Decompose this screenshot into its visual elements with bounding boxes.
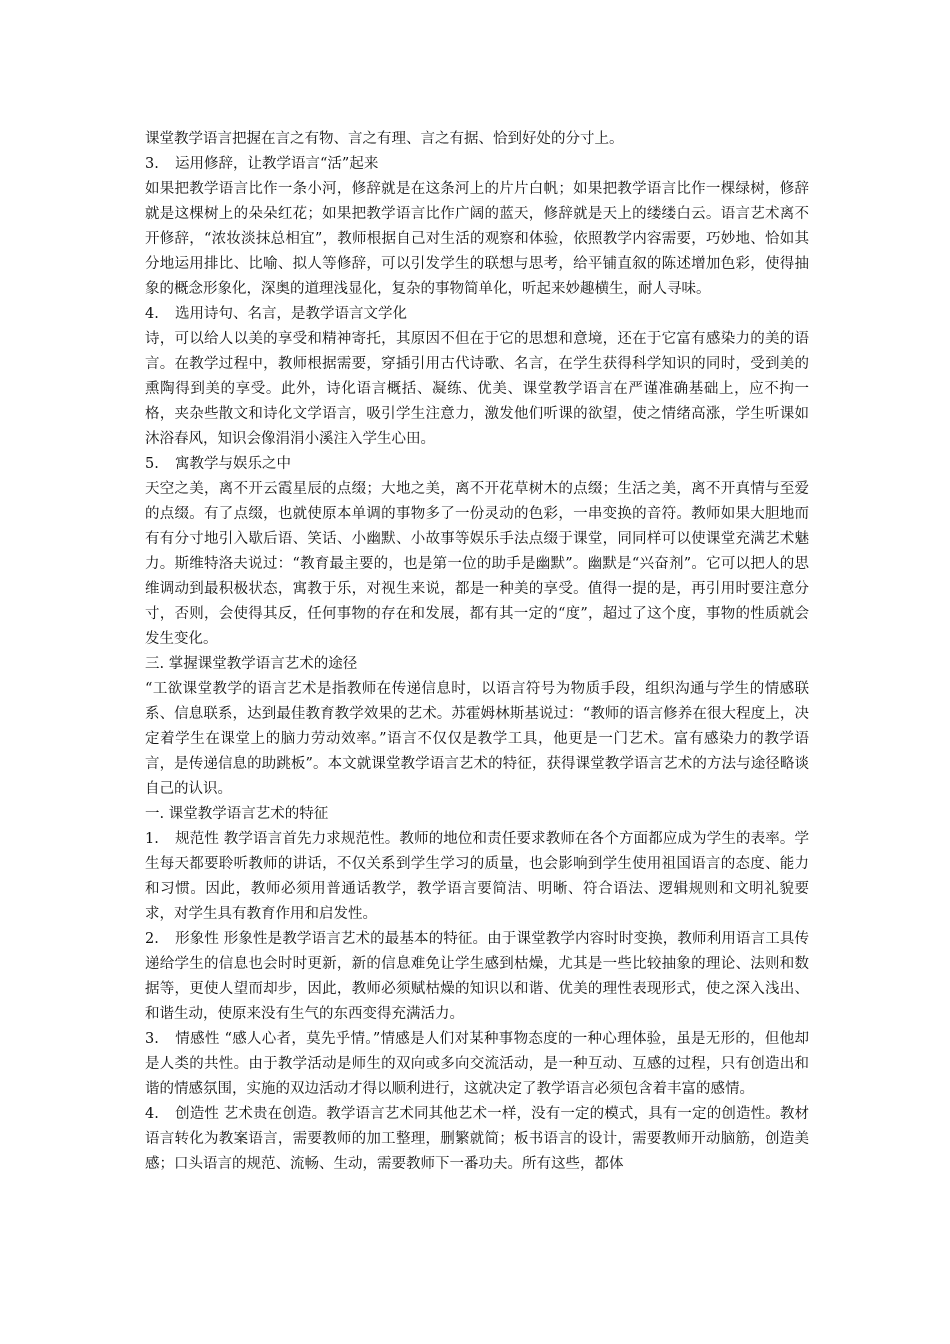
paragraph-number: 1. [145, 831, 159, 847]
body-paragraph: 课堂教学语言把握在言之有物、言之有理、言之有据、恰到好处的分寸上。 [145, 131, 624, 147]
numbered-paragraph [145, 827, 809, 927]
heading-text: 运用修辞，让教学语言“活”起来 [175, 156, 379, 172]
section-heading [145, 652, 809, 677]
heading-number: 4. [145, 306, 159, 322]
numbered-paragraph [145, 927, 809, 1027]
heading-number: 3. [145, 156, 159, 172]
paragraph-text: 创造性 艺术贵在创造。教学语言艺术同其他艺术一样，没有一定的模式，具有一定的创造性。教材语言转化为教案语言，需要教师的加工整理，删繁就简；板书语言的设计，需要教师开动脑筋，创造美感；口头语言的规范、流畅、生动，需要教师下一番功夫。所有这些，都体 [145, 1106, 809, 1172]
paragraph-number: 4. [145, 1106, 159, 1122]
heading-text: 寓教学与娱乐之中 [175, 456, 291, 472]
paragraph-text: 规范性 教学语言首先力求规范性。教师的地位和责任要求教师在各个方面都应成为学生的表率。学生每天都要聆听教师的讲话，不仅关系到学生学习的质量，也会影响到学生使用祖国语言的态度、能力和习惯。因此，教师必须用普通话教学，教学语言要简洁、明晰、符合语法、逻辑规则和文明礼貌要求，对学生具有教育作用和启发性。 [145, 831, 809, 922]
section-heading [145, 802, 809, 827]
heading-text: 选用诗句、名言，是教学语言文学化 [175, 306, 407, 322]
body-paragraph: 诗，可以给人以美的享受和精神寄托，其原因不但在于它的思想和意境，还在于它富有感染力的美的语言。在教学过程中，教师根据需要，穿插引用古代诗歌、名言，在学生获得科学知识的同时，受到美的熏陶得到美的享受。此外，诗化语言概括、凝练、优美、课堂教学语言在严谨准确基础上，应不拘一格，夹杂些散文和诗化文学语言，吸引学生注意力，激发他们听课的欲望，使之情绪高涨，学生听课如沐浴春风，知识会像涓涓小溪注入学生心田。 [145, 331, 809, 447]
document-body [145, 127, 809, 1177]
heading-text: 三. 掌握课堂教学语言艺术的途径 [145, 656, 358, 672]
section-heading [145, 152, 809, 177]
body-paragraph: 天空之美，离不开云霞星辰的点缀；大地之美，离不开花草树木的点缀；生活之美，离不开真情与至爱的点缀。有了点缀，也就使原本单调的事物多了一份灵动的色彩，一串变换的音符。教师如果大胆地而有有分寸地引入歇后语、笑话、小幽默、小故事等娱乐手法点缀于课堂，同同样可以使课堂充满艺术魅力。斯维特洛夫说过：“教育最主要的，也是第一位的助手是幽默”。幽默是“兴奋剂”。它可以把人的思维调动到最积极状态，寓教于乐，对视生来说，都是一种美的享受。值得一提的是，再引用时要注意分寸，否则，会使得其反，任何事物的存在和发展，都有其一定的“度”，超过了这个度，事物的性质就会发生变化。 [145, 481, 809, 647]
paragraph-text: 情感性 “感人心者，莫先乎情。”情感是人们对某种事物态度的一种心理体验，虽是无形的，但他却是人类的共性。由于教学活动是师生的双向或多向交流活动，是一种互动、互感的过程，只有创造出和谐的情感氛围，实施的双边活动才得以顺利进行，这就决定了教学语言必须包含着丰富的感情。 [145, 1031, 809, 1097]
numbered-paragraph [145, 1027, 809, 1102]
heading-text: 一. 课堂教学语言艺术的特征 [145, 806, 329, 822]
body-paragraph: “工欲课堂教学的语言艺术是指教师在传递信息时，以语言符号为物质手段，组织沟通与学生的情感联系、信息联系，达到最佳教育教学效果的艺术。苏霍姆林斯基说过：“教师的语言修养在很大程度上，决定着学生在课堂上的脑力劳动效率。”语言不仅仅是教学工具，他更是一门艺术。富有感染力的教学语言，是传递信息的助跳板”。本文就课堂教学语言艺术的特征，获得课堂教学语言艺术的方法与途径略谈自己的认识。 [145, 681, 809, 797]
section-heading [145, 302, 809, 327]
body-paragraph: 如果把教学语言比作一条小河，修辞就是在这条河上的片片白帆；如果把教学语言比作一棵绿树，修辞就是这棵树上的朵朵红花；如果把教学语言比作广阔的蓝天，修辞就是天上的缕缕白云。语言艺术离不开修辞，“浓妆淡抹总相宜”，教师根据自己对生活的观察和体验，依照教学内容需要，巧妙地、恰如其分地运用排比、比喻、拟人等修辞，可以引发学生的联想与思考，给平铺直叙的陈述增加色彩，使得抽象的概念形象化，深奥的道理浅显化，复杂的事物简单化，听起来妙趣横生，耐人寻味。 [145, 181, 809, 297]
heading-number: 5. [145, 456, 159, 472]
paragraph-text: 形象性 形象性是教学语言艺术的最基本的特征。由于课堂教学内容时时变换，教师利用语言工具传递给学生的信息也会时时更新，新的信息难免让学生感到枯燥，尤其是一些比较抽象的理论、法则和数据等，更使人望而却步，因此，教师必须赋枯燥的知识以和谐、优美的理性表现形式，使之深入浅出、和谐生动，使原来没有生气的东西变得充满活力。 [145, 931, 809, 1022]
numbered-paragraph [145, 1102, 809, 1177]
paragraph-number: 2. [145, 931, 159, 947]
paragraph-number: 3. [145, 1031, 159, 1047]
section-heading [145, 452, 809, 477]
